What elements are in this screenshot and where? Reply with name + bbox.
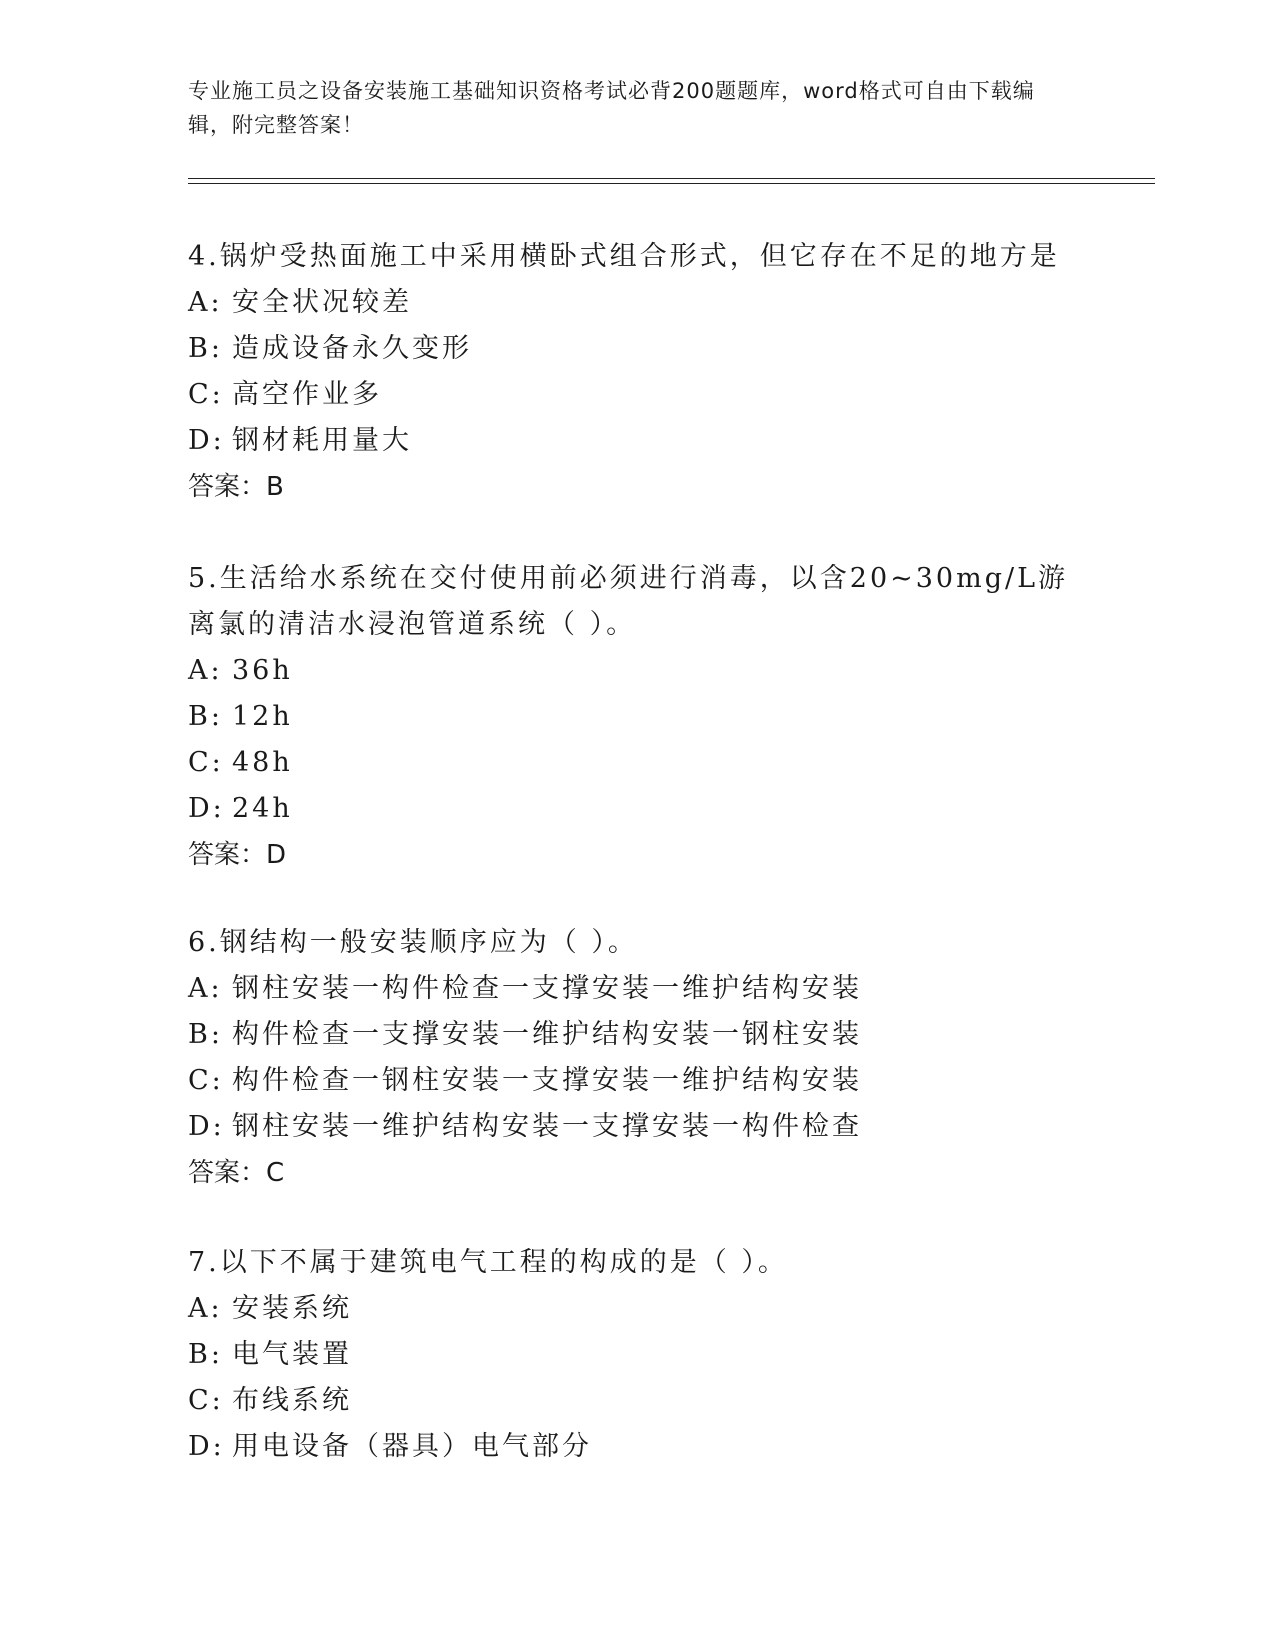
option-text: 布线系统 — [232, 1385, 352, 1416]
header-divider — [188, 178, 1155, 179]
option-letter: A: — [188, 655, 223, 686]
option-text: 36h — [232, 655, 293, 686]
option-text: 高空作业多 — [232, 379, 382, 410]
option-a — [188, 1286, 1088, 1332]
option-c — [188, 372, 1088, 418]
option-b — [188, 1332, 1088, 1378]
option-c — [188, 740, 1088, 786]
option-d — [188, 786, 1088, 832]
option-letter: B: — [188, 1019, 223, 1050]
option-letter: D: — [188, 1431, 225, 1462]
option-text: 电气装置 — [232, 1339, 352, 1370]
option-a — [188, 280, 1088, 326]
option-letter: B: — [188, 1339, 223, 1370]
option-text: 钢柱安装一构件检查一支撑安装一维护结构安装 — [232, 973, 862, 1004]
option-text: 用电设备（器具）电气部分 — [232, 1431, 592, 1462]
option-d — [188, 418, 1088, 464]
option-text: 构件检查一支撑安装一维护结构安装一钢柱安装 — [232, 1019, 862, 1050]
option-c — [188, 1058, 1088, 1104]
answer-line: 答案：D — [188, 840, 287, 870]
question-stem: 7.以下不属于建筑电气工程的构成的是（ ）。 — [188, 1247, 788, 1278]
option-letter: B: — [188, 701, 223, 732]
option-letter: C: — [188, 379, 224, 410]
option-d — [188, 1104, 1088, 1150]
question-6 — [188, 920, 1088, 1196]
question-stem: 4.锅炉受热面施工中采用横卧式组合形式，但它存在不足的地方是 — [188, 241, 1060, 272]
question-7 — [188, 1240, 1088, 1470]
answer-line: 答案：C — [188, 1158, 285, 1188]
question-4 — [188, 234, 1088, 510]
option-a — [188, 966, 1088, 1012]
document-header: 专业施工员之设备安装施工基础知识资格考试必背200题题库，word格式可自由下载编辑，附完整答案！ — [188, 79, 1035, 137]
option-letter: D: — [188, 425, 225, 456]
option-text: 安全状况较差 — [232, 287, 412, 318]
option-letter: A: — [188, 973, 223, 1004]
option-letter: D: — [188, 1111, 225, 1142]
option-b — [188, 1012, 1088, 1058]
option-letter: C: — [188, 1065, 224, 1096]
option-letter: A: — [188, 1293, 223, 1324]
option-letter: C: — [188, 747, 224, 778]
question-stem: 6.钢结构一般安装顺序应为（ ）。 — [188, 927, 638, 958]
option-text: 12h — [232, 701, 293, 732]
question-stem: 5.生活给水系统在交付使用前必须进行消毒，以含20~30mg/L游离氯的清洁水浸泡管道系统（ ）。 — [188, 563, 1069, 640]
option-b — [188, 694, 1088, 740]
option-text: 安装系统 — [232, 1293, 352, 1324]
option-text: 钢材耗用量大 — [232, 425, 412, 456]
option-c — [188, 1378, 1088, 1424]
header-divider-second — [188, 183, 1155, 184]
option-text: 48h — [232, 747, 293, 778]
option-text: 钢柱安装一维护结构安装一支撑安装一构件检查 — [232, 1111, 862, 1142]
option-d — [188, 1424, 1088, 1470]
option-a — [188, 648, 1088, 694]
option-letter: C: — [188, 1385, 224, 1416]
option-letter: B: — [188, 333, 223, 364]
option-text: 24h — [232, 793, 293, 824]
option-text: 构件检查一钢柱安装一支撑安装一维护结构安装 — [232, 1065, 862, 1096]
question-5 — [188, 556, 1088, 878]
option-b — [188, 326, 1088, 372]
option-text: 造成设备永久变形 — [232, 333, 472, 364]
option-letter: D: — [188, 793, 225, 824]
answer-line: 答案：B — [188, 472, 284, 502]
option-letter: A: — [188, 287, 223, 318]
